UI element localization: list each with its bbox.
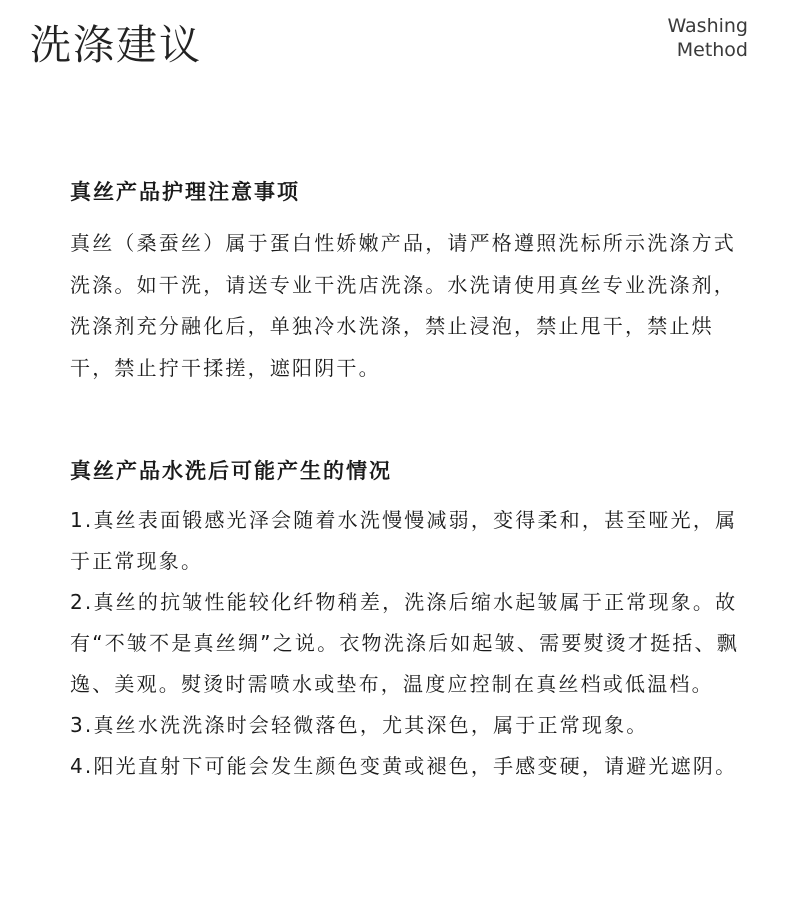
subtitle-line-1: Washing [667,15,748,37]
list-item: 2.真丝的抗皱性能较化纤物稍差，洗涤后缩水起皱属于正常现象。故有“不皱不是真丝绸”之说。衣物洗涤后如起皱、需要熨烫才挺括、飘逸、美观。熨烫时需喷水或垫布，温度应控制在真丝档或低温档。 [70,590,739,696]
care-notes-heading: 真丝产品护理注意事项 [70,180,300,204]
list-item: 3.真丝水洗洗涤时会轻微落色，尤其深色，属于正常现象。 [70,713,649,737]
list-item: 4.阳光直射下可能会发生颜色变黄或褪色，手感变硬，请避光遮阴。 [70,754,738,778]
after-wash-section [70,456,750,787]
subtitle-line-2: Method [676,39,748,61]
page-title: 洗涤建议 [30,21,202,69]
care-notes-body: 真丝（桑蚕丝）属于蛋白性娇嫩产品，请严格遵照洗标所示洗涤方式洗涤。如干洗，请送专业干洗店洗涤。水洗请使用真丝专业洗涤剂，洗涤剂充分融化后，单独冷水洗涤，禁止浸泡，禁止甩干，禁止烘干，禁止拧干揉搓，遮阳阴干。 [70,231,736,380]
after-wash-heading: 真丝产品水洗后可能产生的情况 [70,459,392,483]
care-notes-section [70,177,750,389]
after-wash-list [70,500,750,787]
page-subtitle [667,14,748,62]
list-item: 1.真丝表面锻感光泽会随着水洗慢慢减弱，变得柔和，甚至哑光，属于正常现象。 [70,508,738,573]
